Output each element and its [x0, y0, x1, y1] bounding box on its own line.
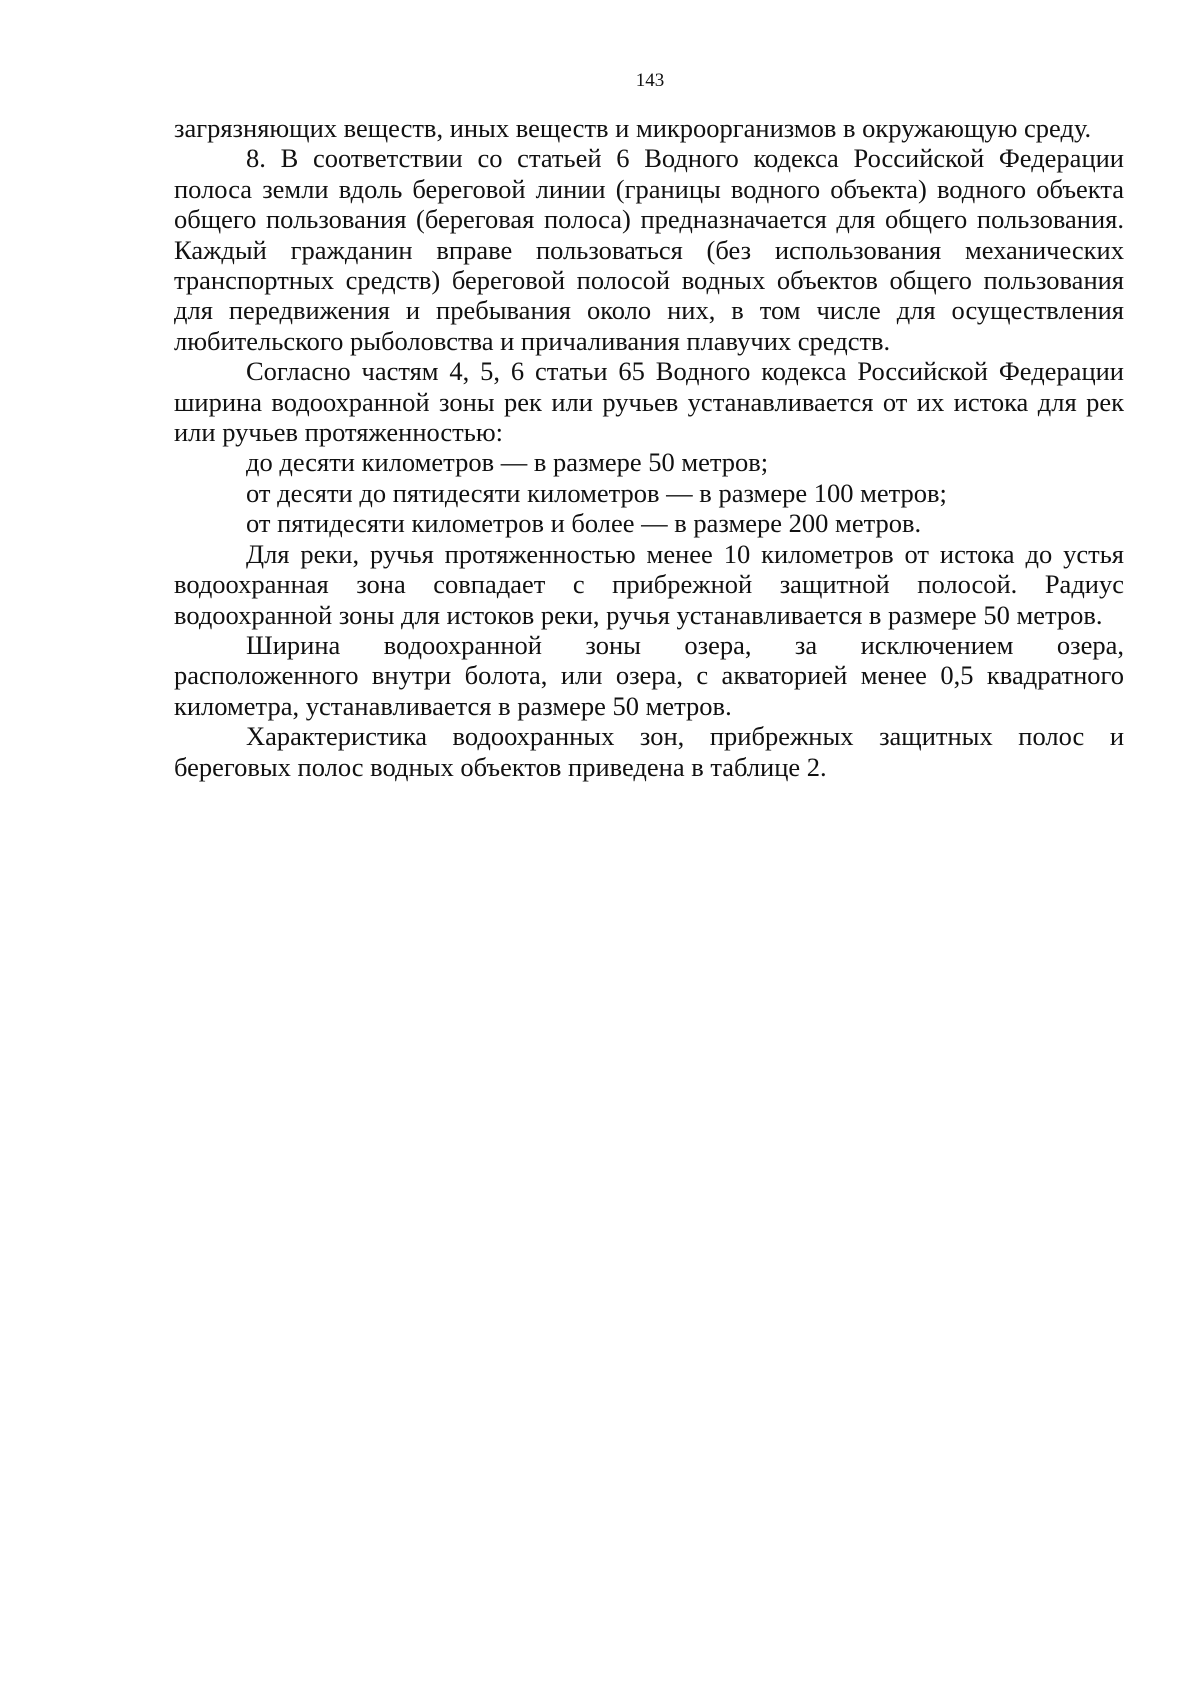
paragraph-table-reference: Характеристика водоохранных зон, прибрежных защитных полос и береговых полос водных объектов приведена в таблице 2.: [174, 721, 1124, 782]
document-body: [174, 113, 1124, 782]
paragraph-lakes-rest: расположенного внутри болота, или озера, с акваторией менее 0,5 квадратного километра, устанавливается в размере 50 метров.: [174, 660, 1124, 721]
list-item-over-50km: от пятидесяти километров и более — в размере 200 метров.: [246, 508, 922, 539]
paragraph-continuation: загрязняющих веществ, иных веществ и микроорганизмов в окружающую среду.: [174, 113, 1092, 143]
list-item-10km: до десяти километров — в размере 50 метров;: [246, 447, 769, 478]
page-number: 143: [635, 70, 665, 91]
paragraph-short-rivers: Для реки, ручья протяженностью менее 10 километров от истока до устья водоохранная зона совпадает с прибрежной защитной полосой. Радиус водоохранной зоны для истоков реки, ручья устанавливается в размере 50 метров.: [174, 538, 1124, 630]
paragraph-article-65: Согласно частям 4, 5, 6 статьи 65 Водного кодекса Российской Федерации ширина водоохранной зоны рек или ручьев устанавливается от их истока для рек или ручьев протяженностью:: [174, 356, 1124, 448]
list-item-50km: от десяти до пятидесяти километров — в размере 100 метров;: [246, 477, 947, 508]
paragraph-article-6: 8. В соответствии со статьей 6 Водного кодекса Российской Федерации полоса земли вдоль береговой линии (границы водного объекта) водного объекта общего пользования (береговая полоса) предназначается для общего пользования. Каждый гражданин вправе пользоваться (без использования механических транспортных средств) береговой полосой водных объектов общего пользования для передвижения и пребывания около них, в том числе для осуществления любительского рыболовства и причаливания плавучих средств.: [174, 143, 1124, 356]
paragraph-lakes-line1: Ширина водоохранной зоны озера, за исключением озера,: [246, 629, 1124, 660]
